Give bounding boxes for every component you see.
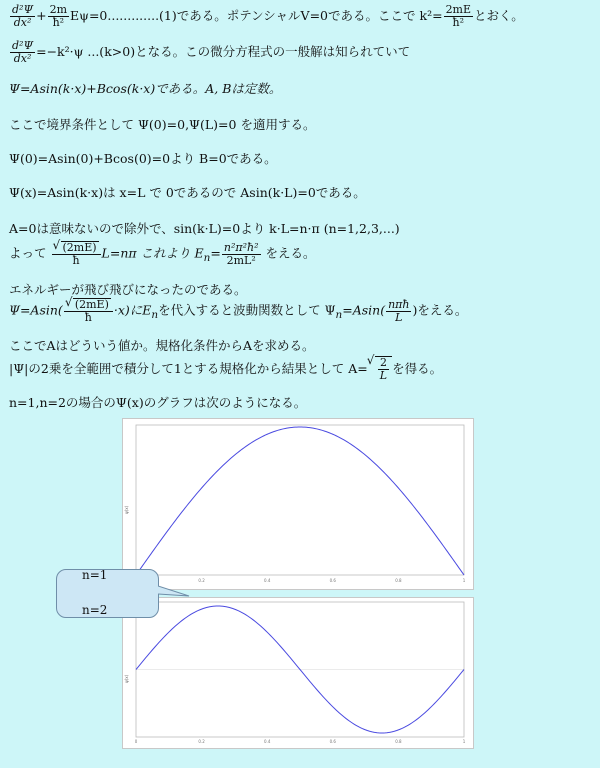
- plot-n1-frame: [136, 425, 464, 575]
- plot-n1-xtick-4: 0.8: [395, 578, 402, 583]
- normalization-result: |Ψ|の2乗を全範囲で積分して1とする規格化から結果として A= √ $\frac{2}{L}$ を得る。: [9, 356, 442, 382]
- plot-n2: [122, 597, 474, 749]
- fraction-sqrt-2mE-hbar: √ $\frac{(2mE)}{ħ}$: [52, 241, 101, 267]
- fraction-d2psi-dx2: $\frac{\text{d²Ψ}}{\text{dx²}}$: [12, 3, 34, 30]
- boundary-conditions: ここで境界条件として Ψ(0)=0,Ψ(L)=0 を適用する。: [9, 117, 316, 132]
- plot-n2-xtick-3: 0.6: [329, 739, 336, 744]
- fraction-sqrt-2mE-hbar-b: √ $\frac{(2mE)}{ħ}$: [64, 298, 113, 324]
- plot-n1-ylabel: ψ(x): [124, 505, 129, 514]
- callout-tail: [158, 584, 190, 604]
- equation-schrodinger: $\frac{\text{d²Ψ}}{\text{dx²}}$ + $\frac{2m}{\text{ħ²}}$ Eψ=0.............(1)である。ポテンシャルV=0である。ここで k²= $\frac{2mE}{\text{ħ²}}$ とおく。: [12, 3, 524, 30]
- graph-intro: n=1,n=2の場合のΨ(x)のグラフは次のようになる。: [9, 395, 307, 410]
- discrete-energy-note: エネルギーが飛び飛びになったのである。: [9, 282, 247, 297]
- plot-n1-svg: [123, 419, 473, 589]
- plot-n1: [122, 418, 474, 590]
- fraction-energy: $\frac{\text{n²π²ħ²}}{\text{2mL²}}$: [223, 240, 259, 267]
- boundary-at-zero: Ψ(0)=Asin(0)+Bcos(0)=0より B=0である。: [9, 151, 277, 166]
- plot-n1-xtick-2: 0.4: [264, 578, 271, 583]
- fraction-2m-hbar2: $\frac{2m}{\text{ħ²}}$: [49, 3, 68, 30]
- plot-n2-xtick-5: 1: [462, 739, 466, 744]
- plot-n2-xticks: [135, 739, 466, 744]
- fraction-k2-def: $\frac{2mE}{\text{ħ²}}$: [445, 3, 472, 30]
- boundary-at-L: Ψ(x)=Asin(k·x)は x=L で 0であるので Asin(k·L)=0である。: [9, 185, 366, 200]
- plot-n2-svg: [123, 598, 473, 748]
- plot-n1-xtick-3: 0.6: [329, 578, 336, 583]
- callout-label-n1: n=1: [82, 568, 108, 582]
- wavefunction-substitution: Ψ=Asin( √ $\frac{(2mE)}{ħ}$ ·x)に$E_n$を代入すると波動関数として $\Psi_n=Asin$( $\frac{\text{nπħ}}{L}$ )をえる。: [9, 298, 467, 324]
- plot-n1-xticks: [135, 578, 466, 583]
- plot-n2-xtick-4: 0.8: [395, 739, 402, 744]
- sqrt-2-over-L: √ $\frac{2}{L}$: [375, 356, 392, 382]
- equation-simplified: $\frac{\text{d²Ψ}}{\text{dx²}}$ =−k²·ψ ...(k>0)となる。この微分方程式の一般解は知られていて: [12, 39, 411, 66]
- quantization-condition: A=0は意味ないので除外で、sin(k·L)=0より k·L=n·π (n=1,2,3,...): [9, 221, 400, 236]
- plot-n2-xtick-2: 0.4: [264, 739, 271, 744]
- callout-label-n2: n=2: [82, 603, 108, 617]
- plot-n2-ylabel: ψ(x): [124, 674, 129, 683]
- plot-n2-xtick-0: 0: [134, 739, 138, 744]
- callout-bubble: [56, 569, 159, 618]
- energy-levels: よって √ $\frac{(2mE)}{ħ}$ L=nπ これより $E_n=$ $\frac{\text{n²π²ħ²}}{\text{2mL²}}$ をえる。: [9, 241, 316, 267]
- plot-n1-xtick-1: 0.2: [198, 578, 205, 583]
- fraction-npihbar-L: $\frac{\text{nπħ}}{L}$: [388, 297, 410, 324]
- fraction-d2psi-dx2-b: $\frac{\text{d²Ψ}}{\text{dx²}}$: [12, 39, 34, 66]
- plot-n1-curve: [136, 427, 464, 575]
- plot-n1-xtick-5: 1: [462, 578, 466, 583]
- normalization-question: ここでAはどういう値か。規格化条件からAを求める。: [9, 338, 315, 353]
- general-solution: Ψ=Asin(k·x)+Bcos(k·x)である。A, Bは定数。: [9, 81, 282, 96]
- plot-n2-xtick-1: 0.2: [198, 739, 205, 744]
